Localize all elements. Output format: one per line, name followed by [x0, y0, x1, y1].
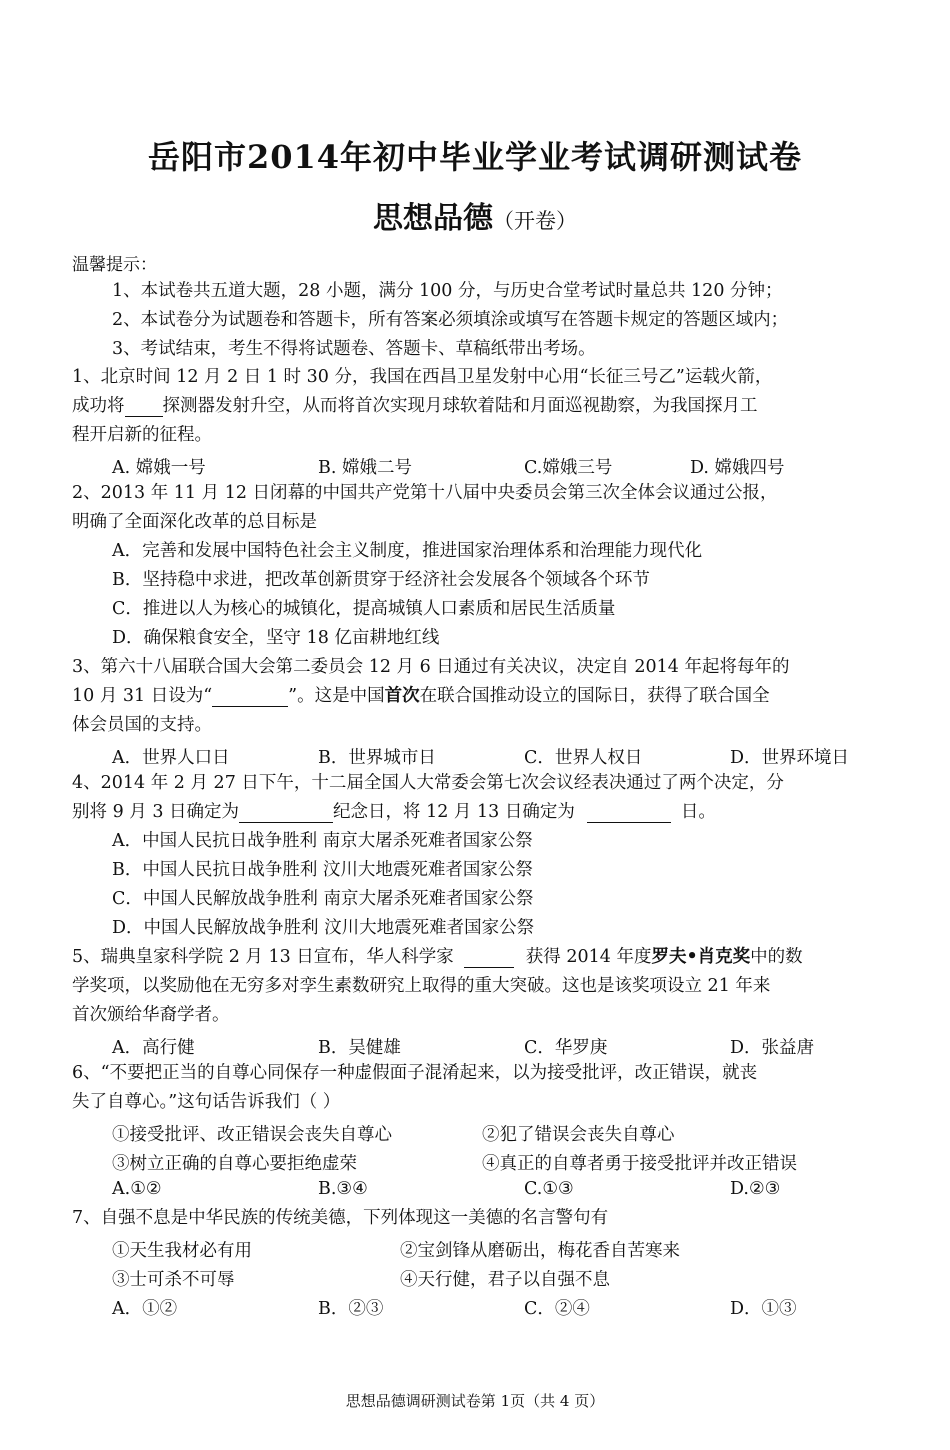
q3-option-a: A．世界人口日 — [112, 748, 230, 768]
q4-stem-line — [72, 802, 716, 823]
q6-item: ③树立正确的自尊心要拒绝虚荣 — [112, 1154, 357, 1174]
q4-option-d: D．中国人民解放战争胜利 汶川大地震死难者国家公祭 — [112, 918, 535, 938]
q7-item: ①天生我材必有用 — [112, 1241, 252, 1261]
q5-option-c: C．华罗庚 — [524, 1038, 608, 1058]
q5-emphasis: 罗夫•肖克奖 — [651, 947, 751, 967]
q1-stem-line: 程开启新的征程。 — [72, 425, 212, 445]
answer-blank — [212, 688, 288, 707]
q5-option-a: A．高行健 — [112, 1038, 195, 1058]
q5-option-d: D．张益唐 — [730, 1038, 815, 1058]
q1-option-d: D. 嫦娥四号 — [690, 458, 785, 478]
q2-option-a: A．完善和发展中国特色社会主义制度，推进国家治理体系和治理能力现代化 — [112, 541, 703, 561]
tip-item: 1、本试卷共五道大题，28 小题，满分 100 分，与历史合堂考试时量总共 120 分钟； — [112, 281, 783, 301]
q7-option-d: D．①③ — [730, 1299, 797, 1319]
exam-title: 岳阳市2014年初中毕业学业考试调研测试卷 — [147, 138, 803, 176]
q1-stem-part: 成功将 — [72, 396, 125, 416]
q7-stem-line: 7、自强不息是中华民族的传统美德，下列体现这一美德的名言警句有 — [72, 1208, 609, 1228]
q6-stem-line: 6、“不要把正当的自尊心同保存一种虚假面子混淆起来，以为接受批评，改正错误，就丧 — [72, 1063, 758, 1083]
q1-option-a: A. 嫦娥一号 — [112, 458, 206, 478]
q6-option-d: D.②③ — [730, 1179, 781, 1199]
subject-note: （开卷） — [493, 209, 577, 233]
q7-option-a: A．①② — [112, 1299, 178, 1319]
q3-stem-part: ”。这是中国 — [288, 686, 385, 706]
tip-item: 2、本试卷分为试题卷和答题卡，所有答案必须填涂或填写在答题卡规定的答题区域内； — [112, 310, 789, 330]
q6-option-b: B.③④ — [318, 1179, 368, 1199]
q7-option-c: C．②④ — [524, 1299, 590, 1319]
q1-stem-line — [72, 396, 758, 417]
q6-stem-line: 失了自尊心。”这句话告诉我们（ ） — [72, 1092, 341, 1112]
q6-option-c: C.①③ — [524, 1179, 574, 1199]
answer-blank — [587, 804, 671, 823]
tip-item: 3、考试结束，考生不得将试题卷、答题卡、草稿纸带出考场。 — [112, 339, 596, 359]
q2-option-d: D．确保粮食安全，坚守 18 亿亩耕地红线 — [112, 628, 440, 648]
q4-option-a: A．中国人民抗日战争胜利 南京大屠杀死难者国家公祭 — [112, 831, 533, 851]
answer-blank — [464, 949, 514, 968]
q5-stem-part: 中的数 — [750, 947, 803, 967]
q5-option-b: B．吴健雄 — [318, 1038, 401, 1058]
subject-title — [0, 193, 950, 237]
q2-stem-line: 2、2013 年 11 月 12 日闭幕的中国共产党第十八届中央委员会第三次全体会议通过公报， — [72, 483, 778, 503]
q3-option-c: C．世界人权日 — [524, 748, 643, 768]
q4-stem-part: 纪念日，将 12 月 13 日确定为 — [333, 802, 575, 822]
subject-name: 思想品德 — [373, 201, 493, 236]
q4-stem-part: 别将 9 月 3 日确定为 — [72, 802, 240, 822]
tips-heading: 温馨提示： — [72, 255, 157, 275]
q4-option-c: C．中国人民解放战争胜利 南京大屠杀死难者国家公祭 — [112, 889, 534, 909]
q5-stem-part: 5、瑞典皇家科学院 2 月 13 日宣布，华人科学家 — [72, 947, 454, 967]
q1-option-c: C.嫦娥三号 — [524, 458, 613, 478]
q1-stem-part: 探测器发射升空，从而将首次实现月球软着陆和月面巡视勘察，为我国探月工 — [162, 396, 758, 416]
q3-stem-line: 体会员国的支持。 — [72, 715, 212, 735]
q3-option-b: B．世界城市日 — [318, 748, 436, 768]
q3-stem-line: 3、第六十八届联合国大会第二委员会 12 月 6 日通过有关决议，决定自 2014 年起将每年的 — [72, 657, 790, 677]
q7-item: ④天行健，君子以自强不息 — [400, 1270, 610, 1290]
q3-stem-part: 在联合国推动设立的国际日，获得了联合国全 — [419, 686, 770, 706]
q6-item: ①接受批评、改正错误会丧失自尊心 — [112, 1125, 392, 1145]
page-footer: 思想品德调研测试卷第 1页（共 4 页） — [345, 1392, 605, 1410]
q2-stem-line: 明确了全面深化改革的总目标是 — [72, 512, 317, 532]
q6-item: ②犯了错误会丧失自尊心 — [482, 1125, 675, 1145]
q7-item: ②宝剑锋从磨砺出，梅花香自苦寒来 — [400, 1241, 680, 1261]
q1-option-b: B. 嫦娥二号 — [318, 458, 412, 478]
q7-item: ③士可杀不可辱 — [112, 1270, 235, 1290]
answer-blank — [125, 398, 163, 417]
q5-stem-line: 首次颁给华裔学者。 — [72, 1005, 230, 1025]
q4-stem-part: 日。 — [680, 802, 716, 822]
q2-option-c: C．推进以人为核心的城镇化，提高城镇人口素质和居民生活质量 — [112, 599, 616, 619]
q3-stem-line — [72, 686, 770, 707]
q3-stem-part: 10 月 31 日设为“ — [72, 686, 213, 706]
q5-stem-part: 获得 2014 年度 — [525, 947, 652, 967]
q4-option-b: B．中国人民抗日战争胜利 汶川大地震死难者国家公祭 — [112, 860, 533, 880]
q4-stem-line: 4、2014 年 2 月 27 日下午，十二届全国人大常委会第七次会议经表决通过了两个决定，分 — [72, 773, 784, 793]
q5-stem-line — [72, 947, 803, 968]
q6-item: ④真正的自尊者勇于接受批评并改正错误 — [482, 1154, 797, 1174]
q1-stem-line: 1、北京时间 12 月 2 日 1 时 30 分，我国在西昌卫星发射中心用“长征三号乙”运载火箭， — [72, 367, 773, 387]
q3-option-d: D．世界环境日 — [730, 748, 850, 768]
q5-stem-line: 学奖项，以奖励他在无穷多对孪生素数研究上取得的重大突破。这也是该奖项设立 21 年来 — [72, 976, 771, 996]
q3-emphasis: 首次 — [384, 686, 420, 706]
q2-option-b: B．坚持稳中求进，把改革创新贯穿于经济社会发展各个领域各个环节 — [112, 570, 650, 590]
answer-blank — [239, 804, 333, 823]
q7-option-b: B．②③ — [318, 1299, 384, 1319]
q6-option-a: A.①② — [112, 1179, 162, 1199]
